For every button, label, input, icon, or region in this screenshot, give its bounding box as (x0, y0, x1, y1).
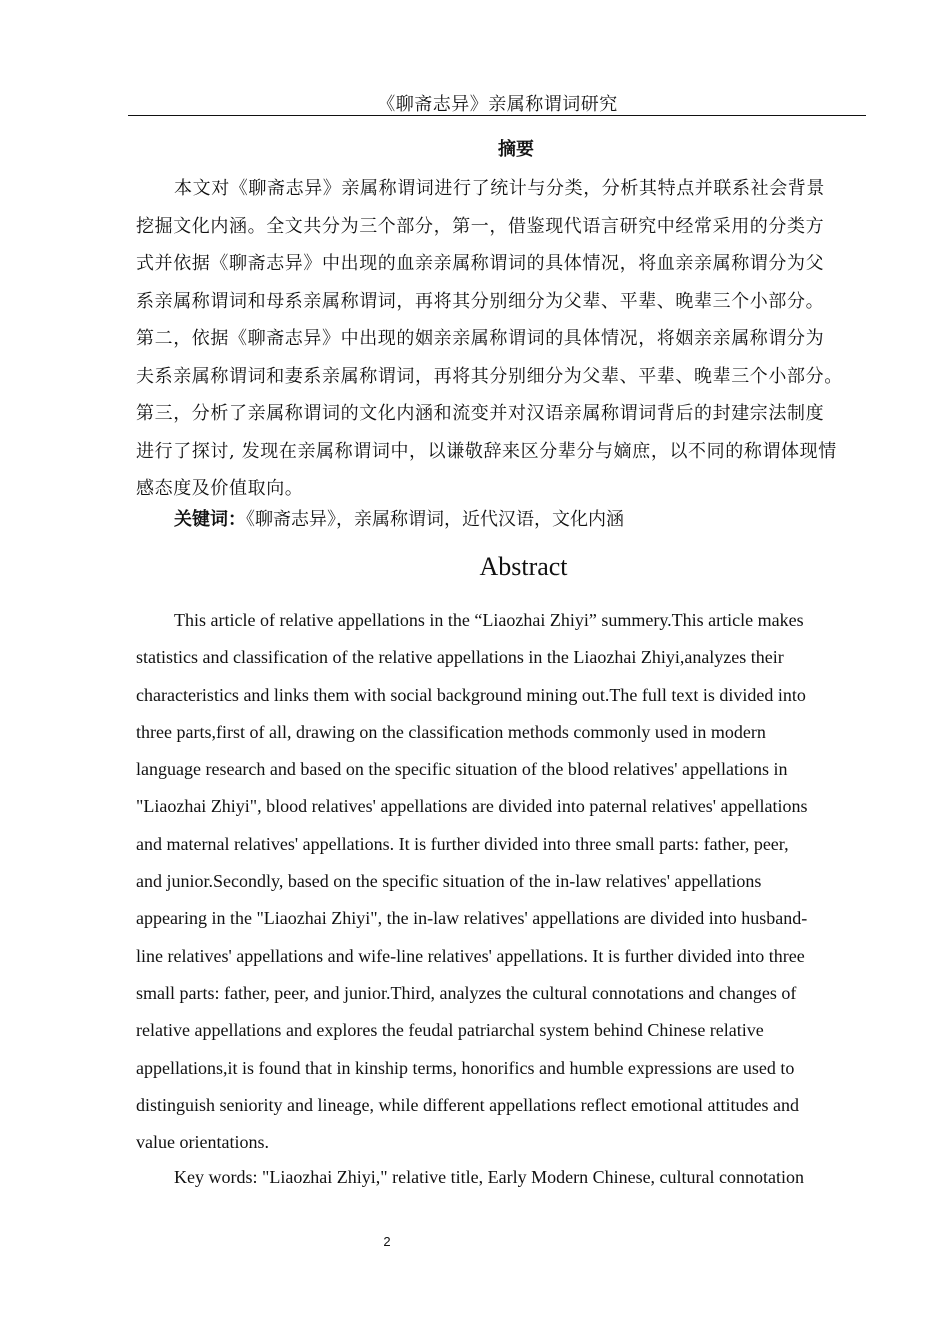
en-abstract-line: and junior.Secondly, based on the specific situation of the in-law relatives' appellations (136, 871, 762, 892)
chinese-keywords-text: 《聊斋志异》，亲属称谓词，近代汉语，文化内涵 (246, 509, 624, 530)
zh-abstract-line: 感态度及价值取向。 (136, 478, 304, 499)
chinese-keywords-label: 关键词： (174, 509, 246, 530)
running-header: 《聊斋志异》亲属称谓词研究 (377, 94, 618, 115)
en-abstract-line: three parts,first of all, drawing on the classification methods commonly used in modern (136, 721, 766, 742)
zh-abstract-line: 进行了探讨, 发现在亲属称谓词中，以谦敬辞来区分辈分与嫡庶，以不同的称谓体现情 (136, 440, 837, 462)
chinese-abstract-heading: 摘要 (498, 139, 534, 160)
english-abstract-heading: Abstract (479, 552, 568, 581)
page-number: 2 (383, 1234, 391, 1249)
en-abstract-line: relative appellations and explores the feudal patriarchal system behind Chinese relative (136, 1020, 764, 1041)
en-abstract-line: small parts: father, peer, and junior.Third, analyzes the cultural connotations and changes of (136, 982, 797, 1003)
en-abstract-line: distinguish seniority and lineage, while different appellations reflect emotional attitudes and (136, 1094, 799, 1115)
zh-abstract-line: 第三，分析了亲属称谓词的文化内涵和流变并对汉语亲属称谓词背后的封建宗法制度 (136, 403, 825, 424)
en-abstract-line: appearing in the "Liaozhai Zhiyi", the in-law relatives' appellations are divided into husband- (136, 908, 808, 929)
en-abstract-line: This article of relative appellations in the “Liaozhai Zhiyi” summery.This article makes (174, 610, 804, 630)
chinese-abstract-body (136, 170, 871, 508)
en-abstract-line: value orientations. (136, 1132, 269, 1153)
header-divider (128, 115, 866, 116)
en-abstract-line: language research and based on the specific situation of the blood relatives' appellations in (136, 759, 788, 780)
zh-abstract-line: 第二，依据《聊斋志异》中出现的姻亲亲属称谓词的具体情况，将姻亲亲属称谓分为 (136, 328, 825, 349)
zh-abstract-line: 本文对《聊斋志异》亲属称谓词进行了统计与分类，分析其特点并联系社会背景 (174, 178, 825, 199)
zh-abstract-line: 夫系亲属称谓词和妻系亲属称谓词，再将其分别细分为父辈、平辈、晚辈三个小部分。 (136, 365, 843, 387)
zh-abstract-line: 系亲属称谓词和母系亲属称谓词，再将其分别细分为父辈、平辈、晚辈三个小部分。 (136, 290, 825, 312)
en-abstract-line: appellations,it is found that in kinship terms, honorifics and humble expressions are used to (136, 1057, 795, 1078)
en-abstract-line: and maternal relatives' appellations. It is further divided into three small parts: father, peer, (136, 833, 789, 854)
en-abstract-line: statistics and classification of the relative appellations in the Liaozhai Zhiyi,analyzes their (136, 647, 784, 668)
zh-abstract-line: 式并依据《聊斋志异》中出现的血亲亲属称谓词的具体情况，将血亲亲属称谓分为父 (136, 253, 825, 274)
en-abstract-line: "Liaozhai Zhiyi", blood relatives' appellations are divided into paternal relatives' appellations (136, 796, 808, 817)
english-abstract-body (136, 602, 871, 1161)
zh-abstract-line: 挖掘文化内涵。全文共分为三个部分，第一，借鉴现代语言研究中经常采用的分类方 (136, 215, 825, 237)
en-abstract-line: characteristics and links them with social background mining out.The full text is divided into (136, 684, 806, 705)
english-keywords: Key words: "Liaozhai Zhiyi," relative title, Early Modern Chinese, cultural connotation (174, 1167, 805, 1187)
chinese-keywords (136, 506, 871, 534)
en-abstract-line: line relatives' appellations and wife-line relatives' appellations. It is further divided into three (136, 945, 805, 966)
